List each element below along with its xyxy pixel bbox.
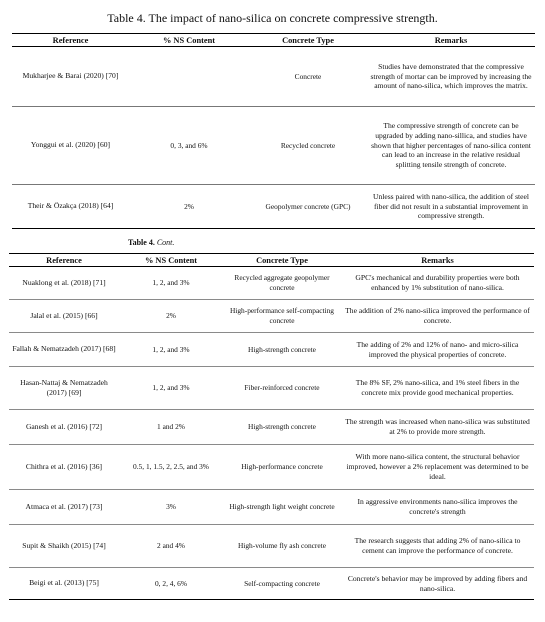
reference-cell: Mukharjee & Barai (2020) [70] [22, 71, 119, 81]
table-row [9, 525, 534, 568]
ns-content-cell: 2% [166, 311, 176, 321]
remarks-cell: Concrete's behavior may be improved by adding fibers and nano-silica. [347, 573, 528, 593]
table-row [9, 367, 534, 410]
ns-content-cell: 0, 2, 4, 6% [154, 578, 188, 588]
concrete-type-cell: Geopolymer concrete (GPC) [265, 201, 351, 211]
remarks-cell: In aggressive environments nano-silica improves the concrete's strength [357, 497, 518, 516]
header-remarks: Remarks [434, 35, 468, 45]
table-row [12, 47, 535, 107]
table-row [12, 185, 535, 229]
remarks-cell: The 8% SF, 2% nano-silica, and 1% steel fibers in the concrete mix provide good mechanical properties. [355, 378, 520, 397]
concrete-type-cell: High-strength concrete [248, 344, 316, 354]
concrete-type-cell: Self-compacting concrete [244, 578, 320, 588]
ns-content-cell [129, 47, 249, 107]
continuation-suffix: Cont. [156, 238, 175, 247]
reference-cell: Their & Özakça (2018) [64] [27, 201, 114, 211]
table-part-1 [12, 33, 535, 229]
table-row [12, 107, 535, 185]
concrete-type-cell: High-volume fly ash concrete [237, 541, 327, 551]
header-reference: Reference [46, 255, 82, 265]
table-row [9, 410, 534, 445]
reference-cell: Atmaca et al. (2017) [73] [25, 501, 103, 511]
concrete-type-cell: High-performance concrete [241, 462, 323, 472]
concrete-type-cell: High-performance self-compacting concrete [229, 306, 335, 325]
continuation-table-label: Table 4. [128, 238, 155, 247]
header-reference: Reference [52, 35, 89, 45]
remarks-cell: Studies have demonstrated that the compressive strength of mortar can be improved by increasing the amount of nano-silica, which improves the matrix. [370, 61, 532, 91]
table-header-row [12, 34, 535, 47]
concrete-type-cell: High-strength concrete [248, 422, 316, 432]
table-row [9, 333, 534, 367]
table-row [9, 490, 534, 525]
concrete-type-cell: Concrete [294, 71, 322, 81]
remarks-cell: The strength was increased when nano-silica was substituted at 2% to provide more strength. [345, 417, 530, 436]
table-row [9, 568, 534, 600]
concrete-type-cell: High-strength light weight concrete [229, 502, 335, 512]
table-row [9, 300, 534, 333]
concrete-type-cell: Recycled concrete [280, 140, 336, 150]
table-row [9, 267, 534, 300]
table-title: Table 4. The impact of nano-silica on concrete compressive strength. [107, 11, 438, 25]
continuation-label [128, 238, 174, 247]
reference-cell: Fallah & Nematzadeh (2017) [68] [12, 344, 116, 354]
header-concrete-type: Concrete Type [282, 35, 334, 45]
ns-content-cell: 1, 2, and 3% [152, 344, 190, 354]
reference-cell: Beigi et al. (2013) [75] [29, 578, 99, 588]
remarks-cell: The addition of 2% nano-silica improved the performance of concrete. [345, 306, 530, 325]
ns-content-cell: 1 and 2% [157, 422, 185, 432]
concrete-type-cell: Recycled aggregate geopolymer concrete [234, 273, 330, 292]
reference-cell: Chithra et al. (2016) [36] [25, 461, 103, 471]
remarks-cell: The adding of 2% and 12% of nano- and micro-silica improved the physical properties of concrete. [356, 339, 519, 359]
ns-content-cell: 1, 2, and 3% [152, 278, 190, 288]
reference-cell: Supit & Shaikh (2015) [74] [22, 540, 106, 550]
reference-cell: Jalal et al. (2015) [66] [30, 310, 98, 320]
reference-cell: Nuaklong et al. (2018) [71] [22, 277, 106, 287]
table-header-row [9, 254, 534, 267]
ns-content-cell: 0.5, 1, 1.5, 2, 2.5, and 3% [133, 462, 209, 472]
remarks-cell: Unless paired with nano-silica, the addition of steel fiber did not result in a substantial improvement in compressive strength. [372, 191, 530, 221]
remarks-cell: GPC's mechanical and durability properties were both enhanced by 1% substitution of nano-silica. [355, 273, 520, 292]
header-remarks: Remarks [421, 255, 454, 265]
remarks-cell: The compressive strength of concrete can be upgraded by adding nano-sillica, and studies have shown that higher percentages of nano-silica content can lead to an increase in the relative residual splitting tensile strength of concrete. [371, 121, 531, 170]
reference-cell: Yonggui et al. (2020) [60] [30, 140, 111, 150]
remarks-cell: With more nano-silica content, the structural behavior improved, however a 2% replacement was determined to be ideal. [346, 452, 529, 481]
remarks-cell: The research suggests that adding 2% of nano-silica to cement can improve the performance of concrete. [354, 536, 521, 555]
ns-content-cell: 1, 2, and 3% [152, 383, 190, 393]
header-concrete-type: Concrete Type [256, 255, 308, 265]
table-row [9, 445, 534, 490]
ns-content-cell: 3% [166, 502, 176, 512]
reference-cell: Ganesh et al. (2016) [72] [25, 421, 103, 431]
reference-cell: Hasan-Nattaj & Nematzadeh (2017) [69] [20, 377, 108, 397]
header-ns-content: % NS Content [144, 255, 198, 265]
table-part-2 [9, 253, 534, 600]
ns-content-cell: 2 and 4% [157, 541, 185, 551]
header-ns-content: % NS Content [162, 35, 216, 45]
concrete-type-cell: Fiber-reinforced concrete [244, 383, 320, 393]
ns-content-cell: 0, 3, and 6% [170, 140, 208, 150]
ns-content-cell: 2% [184, 201, 194, 211]
